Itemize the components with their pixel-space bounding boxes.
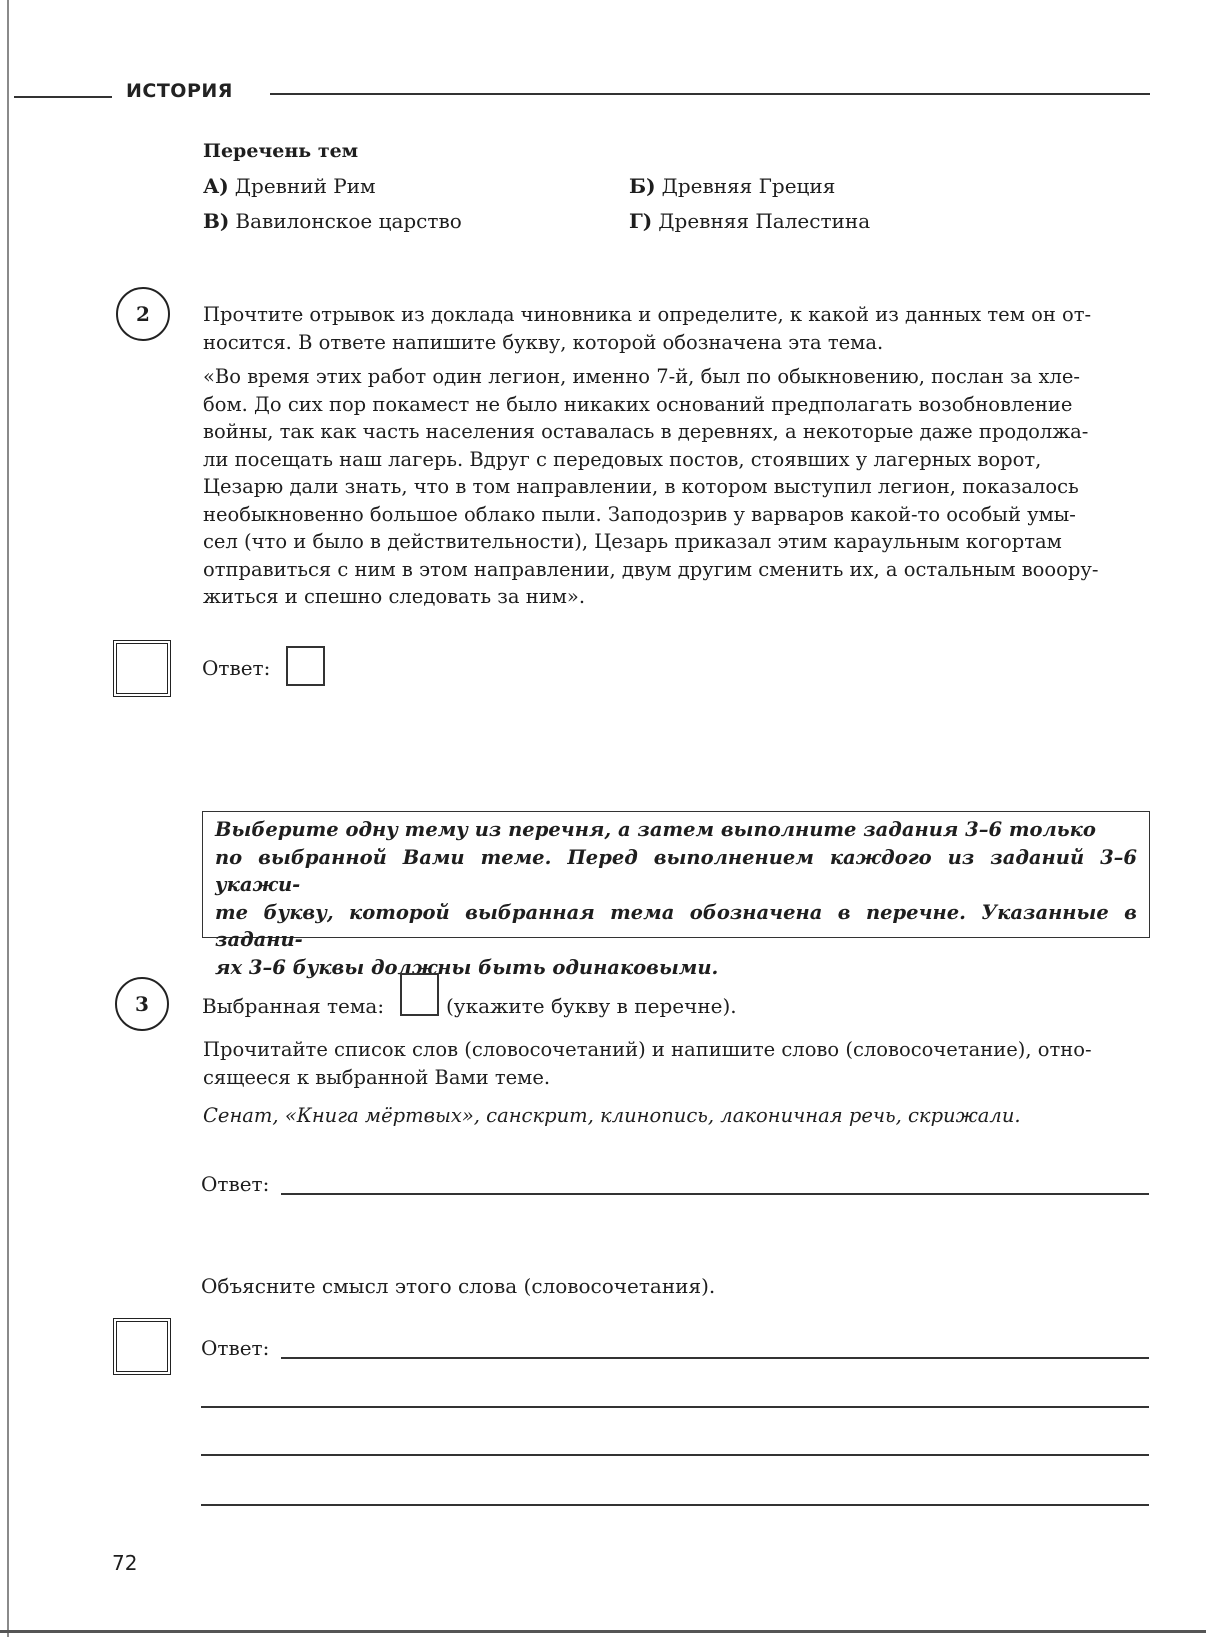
quote-line: отправиться с ним в этом направлении, двум другим сменить их, а остальным вооору- <box>203 557 1099 581</box>
header-rule-right <box>270 93 1150 95</box>
chosen-topic-label: Выбранная тема: <box>202 994 385 1018</box>
task-3-prompt <box>203 1036 1149 1091</box>
instruction-box <box>202 811 1150 979</box>
task-2-answer-box[interactable] <box>286 646 325 686</box>
instruction-line: те букву, которой выбранная тема обозначена в перечне. Указанные в задани- <box>215 900 1137 951</box>
topic-letter: Г) <box>629 209 653 233</box>
topic-b <box>629 174 835 198</box>
prompt-line: Прочтите отрывок из доклада чиновника и определите, к какой из данных тем он от- <box>203 303 1092 326</box>
chosen-topic-hint: (укажите букву в перечне). <box>446 994 737 1018</box>
instruction-line: Выберите одну тему из перечня, а затем выполните задания 3–6 только <box>215 818 1096 841</box>
page-number: 72 <box>112 1551 138 1575</box>
instruction-line: ях 3–6 буквы должны быть одинаковыми. <box>215 955 719 979</box>
quote-line: бом. До сих пор покамест не было никаких оснований предполагать возобновление <box>203 392 1073 416</box>
chosen-topic-box[interactable] <box>400 973 439 1016</box>
quote-line: необыкновенно большое облако пыли. Заподозрив у варваров какой-то особый умы- <box>203 502 1076 526</box>
task-2-answer-label: Ответ: <box>202 656 271 680</box>
quote-line: сел (что и было в действительности), Цезарь приказал этим караульным когортам <box>203 530 1062 553</box>
topic-name: Древняя Греция <box>661 174 836 198</box>
task-3-answer-label: Ответ: <box>201 1172 270 1196</box>
task-3-number: 3 <box>115 977 169 1031</box>
task-2-quote <box>203 363 1149 611</box>
task-3-answer-line[interactable] <box>281 1193 1149 1195</box>
task-3-score-box[interactable] <box>113 1318 171 1375</box>
word-list: Сенат, «Книга мёртвых», санскрит, клинопись, лаконичная речь, скрижали. <box>203 1104 1021 1127</box>
quote-line: житься и спешно следовать за ним». <box>203 585 586 608</box>
explain-prompt: Объясните смысл этого слова (словосочетания). <box>201 1274 716 1298</box>
quote-line: Цезарю дали знать, что в том направлении, в котором выступил легион, показалось <box>203 475 1079 498</box>
topic-g <box>629 209 870 233</box>
topics-title: Перечень тем <box>203 140 359 162</box>
topic-a <box>203 174 376 198</box>
task-2-number: 2 <box>116 287 170 341</box>
explain-answer-line-1[interactable] <box>281 1357 1149 1359</box>
quote-line: войны, так как часть населения оставалась в деревнях, а некоторые даже продолжа- <box>203 420 1089 443</box>
topic-name: Вавилонское царство <box>235 209 462 233</box>
topic-name: Древний Рим <box>234 174 376 198</box>
quote-line: ли посещать наш лагерь. Вдруг с передовых постов, стоявших у лагерных ворот, <box>203 447 1042 471</box>
task-2-prompt <box>203 301 1149 356</box>
prompt-line: Прочитайте список слов (словосочетаний) и напишите слово (словосочетание), отно- <box>203 1038 1092 1061</box>
topic-letter: В) <box>203 209 230 233</box>
header-title: ИСТОРИЯ <box>126 80 233 102</box>
explain-answer-line-3[interactable] <box>201 1454 1149 1456</box>
explain-answer-label: Ответ: <box>201 1336 270 1360</box>
instruction-line: по выбранной Вами теме. Перед выполнением каждого из заданий 3–6 укажи- <box>215 845 1137 896</box>
topic-letter: А) <box>203 174 229 198</box>
topic-letter: Б) <box>629 174 656 198</box>
prompt-line: сящееся к выбранной Вами теме. <box>203 1065 551 1089</box>
task-2-score-box[interactable] <box>113 640 171 697</box>
topic-v <box>203 209 462 233</box>
quote-line: «Во время этих работ один легион, именно 7-й, был по обыкновению, послан за хле- <box>203 365 1081 388</box>
page-edge <box>7 0 9 1637</box>
footer-rule <box>0 1630 1206 1633</box>
explain-answer-line-4[interactable] <box>201 1504 1149 1506</box>
prompt-line: носится. В ответе напишите букву, которой обозначена эта тема. <box>203 330 884 354</box>
explain-answer-line-2[interactable] <box>201 1406 1149 1408</box>
topic-name: Древняя Палестина <box>658 209 871 233</box>
header-rule-left <box>14 96 112 98</box>
